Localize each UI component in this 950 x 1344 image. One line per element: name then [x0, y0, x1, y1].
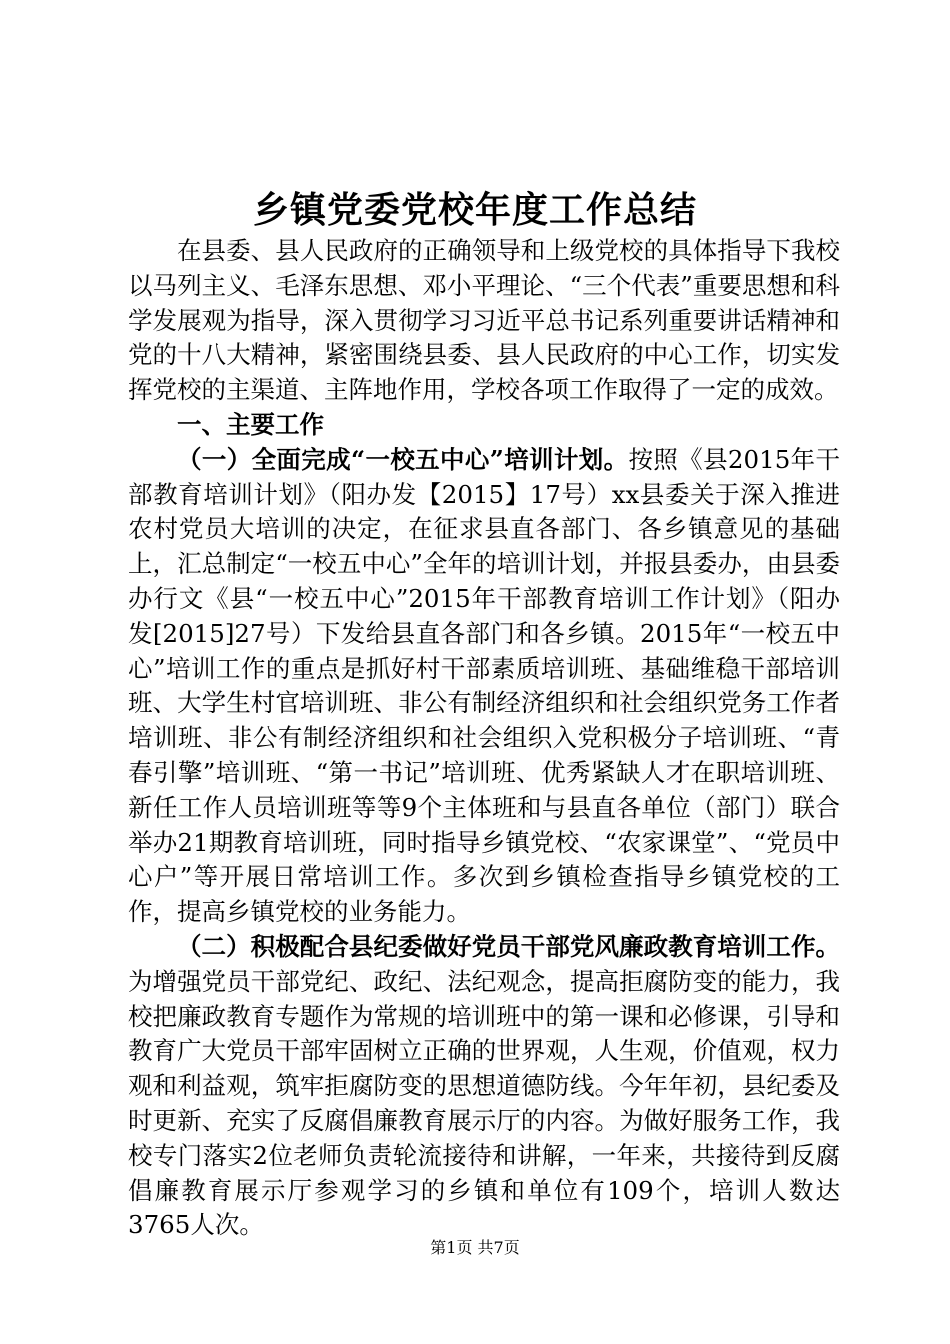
page-footer: 第1页 共7页	[430, 1238, 520, 1257]
intro-paragraph: 在县委、县人民政府的正确领导和上级党校的具体指导下我校以马列主义、毛泽东思想、邓小平理论、“三个代表”重要思想和科学发展观为指导，深入贯彻学习习近平总书记系列重要讲话精神和党的十八大精神，紧密围绕县委、县人民政府的中心工作，切实发挥党校的主渠道、主阵地作用，学校各项工作取得了一定的成效。	[128, 236, 840, 405]
document-body	[128, 234, 840, 1243]
section-heading-main-work: 一、主要工作	[177, 409, 324, 439]
document-title: 乡镇党委党校年度工作总结	[252, 189, 697, 231]
item1-lead: （一）全面完成“一校五中心”培训计划。	[177, 444, 629, 474]
item1-paragraph	[128, 443, 840, 930]
item2-lead: （二）积极配合县纪委做好党员干部党风廉政教育培训工作。	[177, 931, 840, 961]
item2-paragraph	[128, 930, 840, 1243]
item1-body: 按照《县2015年干部教育培训计划》（阳办发【2015】17号）xx县委关于深入推进农村党员大培训的决定，在征求县直各部门、各乡镇意见的基础上，汇总制定“一校五中心”全年的培训计划，并报县委办，由县委办行文《县“一校五中心”2015年干部教育培训工作计划》（阳办发[2015]27号）下发给县直各部门和各乡镇。2015年“一校五中心”培训工作的重点是抓好村干部素质培训班、基础维稳干部培训班、大学生村官培训班、非公有制经济组织和社会组织党务工作者培训班、非公有制经济组织和社会组织入党积极分子培训班、“青春引擎”培训班、“第一书记”培训班、优秀紧缺人才在职培训班、新任工作人员培训班等等9个主体班和与县直各单位（部门）联合举办21期教育培训班，同时指导乡镇党校、“农家课堂”、“党员中心户”等开展日常培训工作。多次到乡镇检查指导乡镇党校的工作，提高乡镇党校的业务能力。	[128, 444, 840, 927]
item2-body: 为增强党员干部党纪、政纪、法纪观念，提高拒腐防变的能力，我校把廉政教育专题作为常规的培训班中的第一课和必修课，引导和教育广大党员干部牢固树立正确的世界观，人生观，价值观，权力观和利益观，筑牢拒腐防变的思想道德防线。今年年初，县纪委及时更新、充实了反腐倡廉教育展示厅的内容。为做好服务工作，我校专门落实2位老师负责轮流接待和讲解，一年来，共接待到反腐倡廉教育展示厅参观学习的乡镇和单位有109个，培训人数达3765人次。	[128, 966, 840, 1240]
